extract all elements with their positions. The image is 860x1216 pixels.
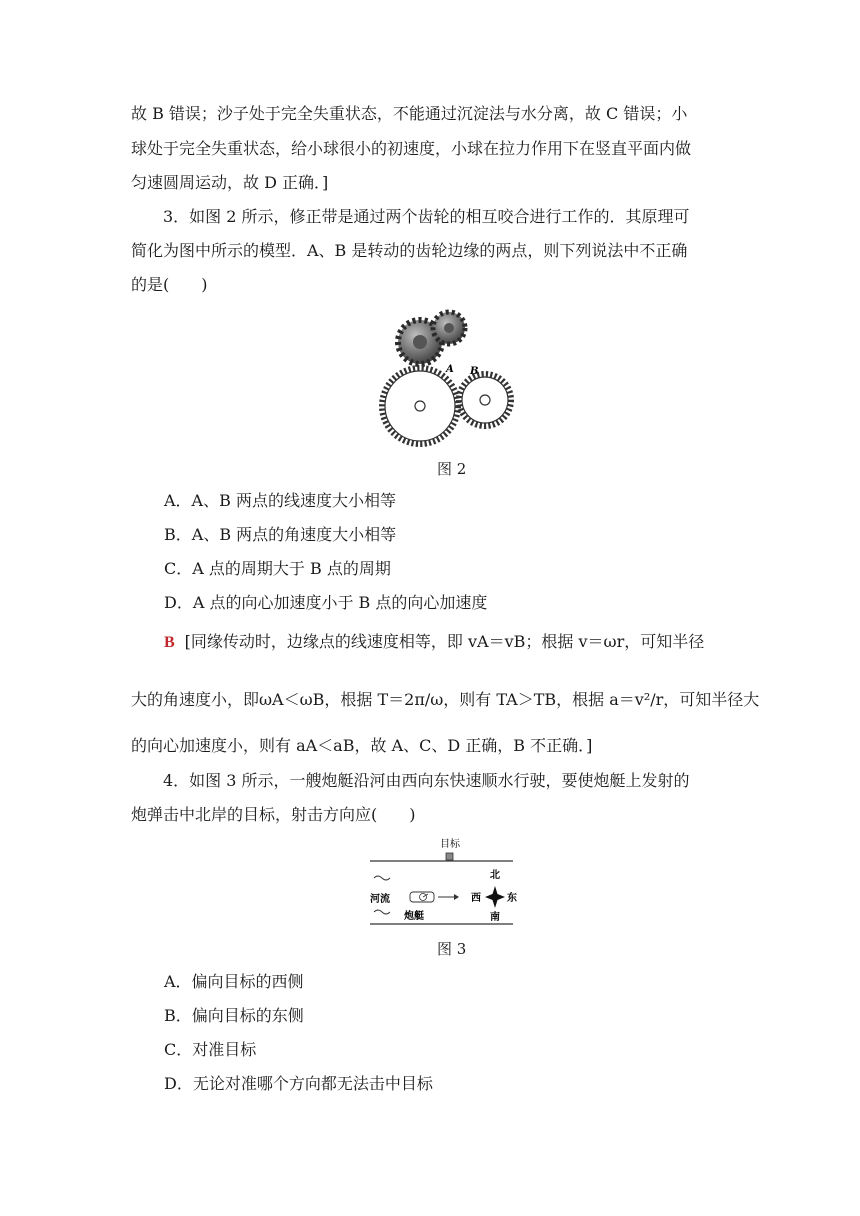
compass-south: 南 bbox=[490, 912, 500, 923]
answer-explanation-line1 bbox=[164, 632, 704, 653]
option-b: B．偏向目标的东侧 bbox=[164, 1006, 304, 1025]
figure-3-caption: 图 3 bbox=[437, 940, 467, 958]
option-a: A．A、B 两点的线速度大小相等 bbox=[164, 491, 396, 510]
question-3-stem: 的是( ) bbox=[131, 275, 208, 294]
option-d: D．A 点的向心加速度小于 B 点的向心加速度 bbox=[164, 593, 488, 612]
answer-letter: B bbox=[164, 634, 175, 651]
question-4-stem: 4．如图 3 所示，一艘炮艇沿河由西向东快速顺水行驶，要使炮艇上发射的 bbox=[163, 771, 690, 790]
boat-icon bbox=[410, 892, 434, 902]
explanation-text: [同缘传动时，边缘点的线速度相等，即 vA＝vB；根据 v＝ωr，可知半径 bbox=[184, 632, 705, 651]
wave-icon bbox=[374, 910, 390, 914]
figure-2-caption: 图 2 bbox=[437, 460, 467, 478]
point-a-label: A bbox=[446, 364, 454, 375]
compass-west: 西 bbox=[471, 893, 481, 904]
explanation-line2: 大的角速度小，即ωA＜ωB，根据 T＝2π/ω，则有 TA＞TB，根据 a＝v²/r，可知半径大 bbox=[131, 690, 760, 709]
text-line: 球处于完全失重状态，给小球很小的初速度，小球在拉力作用下在竖直平面内做 bbox=[131, 139, 692, 158]
option-c: C．A 点的周期大于 B 点的周期 bbox=[164, 559, 391, 578]
explanation-line3: 的向心加速度小，则有 aA＜aB，故 A、C、D 正确，B 不正确．] bbox=[131, 736, 593, 755]
boat-label: 炮艇 bbox=[404, 911, 424, 922]
target-label: 目标 bbox=[440, 839, 460, 850]
question-3-stem: 简化为图中所示的模型．A、B 是转动的齿轮边缘的两点，则下列说法中不正确 bbox=[131, 241, 688, 260]
wave-icon bbox=[374, 876, 390, 880]
question-4-stem: 炮弹击中北岸的目标，射击方向应( ) bbox=[131, 805, 416, 824]
text-line: 故 B 错误；沙子处于完全失重状态，不能通过沉淀法与水分离，故 C 错误；小 bbox=[131, 104, 688, 123]
river-label: 河流 bbox=[370, 894, 390, 905]
river-figure bbox=[368, 836, 518, 931]
compass-north: 北 bbox=[490, 870, 500, 881]
gear-figure bbox=[372, 306, 522, 451]
option-c: C．对准目标 bbox=[164, 1040, 257, 1059]
option-d: D．无论对准哪个方向都无法击中目标 bbox=[164, 1074, 433, 1093]
arrow-right-icon bbox=[438, 894, 459, 900]
option-a: A．偏向目标的西侧 bbox=[164, 972, 304, 991]
option-b: B．A、B 两点的角速度大小相等 bbox=[164, 525, 397, 544]
compass-icon bbox=[485, 886, 505, 908]
point-b-label: B bbox=[470, 366, 479, 377]
gear-diagram bbox=[382, 368, 511, 444]
compass-east: 东 bbox=[507, 893, 517, 904]
question-3-stem: 3．如图 2 所示，修正带是通过两个齿轮的相互咬合进行工作的．其原理可 bbox=[163, 207, 690, 226]
gear-photo bbox=[398, 312, 465, 364]
target-marker bbox=[446, 853, 453, 860]
text-line: 匀速圆周运动，故 D 正确．] bbox=[131, 173, 329, 192]
